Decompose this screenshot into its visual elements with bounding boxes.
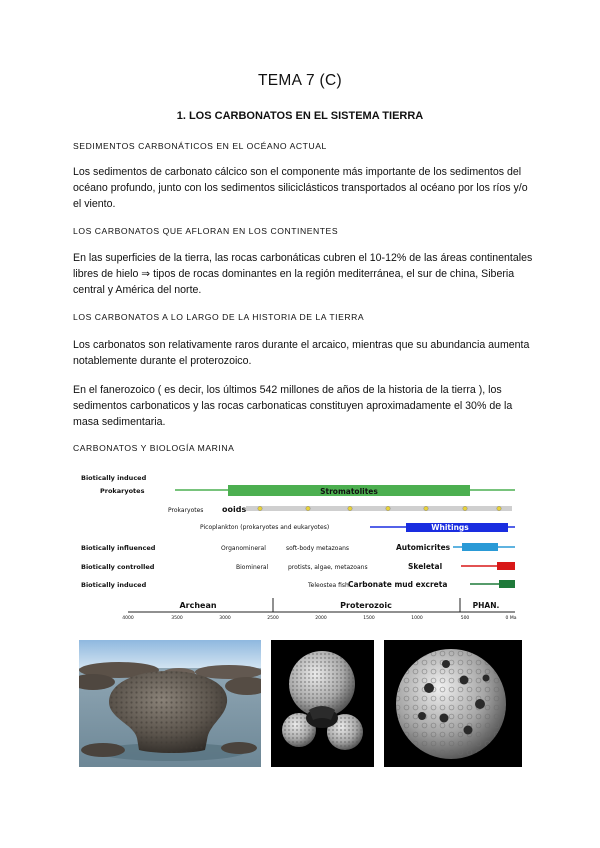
foraminifera-sem-photo	[271, 640, 374, 767]
ooids-bar	[246, 506, 512, 511]
ooid-marker	[424, 506, 428, 510]
paragraph-historia-1: Los carbonatos son relativamente raros durante el arcaico, mientras que su abundancia aumenta notablemente durante el proterozoico.	[73, 339, 530, 367]
section-title-biologia: CARBONATOS Y BIOLOGÍA MARINA	[73, 443, 235, 453]
row-label-biotically-induced-1: Biotically induced	[81, 474, 147, 482]
stromatolites-label: Stromatolites	[320, 487, 378, 496]
teleostea-label: Teleostea fish	[308, 582, 349, 589]
coccolith-sem-photo	[384, 640, 522, 767]
carbonate-mud-label: Carbonate mud excreta	[348, 580, 448, 589]
protists-label: protists, algae, metazoans	[288, 564, 368, 571]
ooid-marker	[497, 506, 501, 510]
soft-body-label: soft-body metazoans	[286, 545, 350, 552]
automicrites-label: Automicrites	[396, 543, 451, 552]
tick-label: 2500	[267, 616, 279, 621]
ooid-marker	[463, 506, 467, 510]
carbonate-timeline-figure	[78, 466, 523, 628]
tick-label: 3500	[171, 616, 183, 621]
section-title-continentes: LOS CARBONATOS QUE AFLORAN EN LOS CONTINENTES	[73, 226, 339, 236]
ooids-group-label: Prokaryotes	[168, 507, 204, 514]
row-label-biotically-induced-2: Biotically induced	[81, 581, 147, 589]
tick-label: 3000	[219, 616, 231, 621]
ooid-marker	[386, 506, 390, 510]
section-title-historia: LOS CARBONATOS A LO LARGO DE LA HISTORIA DE LA TIERRA	[73, 312, 365, 322]
paragraph-historia-2: En el fanerozoico ( es decir, los últimos 542 millones de años de la historia de la tierra ), los sedimentos carbonaticos y las rocas carbonaticas constituyen aproximadamente el 30% de la masa sedimentaria.	[73, 384, 513, 428]
eon-label-archean: Archean	[179, 601, 217, 610]
tick-label: 0 Ma	[505, 616, 517, 621]
tick-label: 1000	[411, 616, 423, 621]
stromatolite-image	[79, 640, 261, 767]
row-label-prokaryotes: Prokaryotes	[100, 487, 145, 495]
foraminifera-image	[271, 640, 374, 767]
ooid-marker	[306, 506, 310, 510]
biomineral-label: Biomineral	[236, 564, 269, 571]
picoplankton-label: Picoplankton (prokaryotes and eukaryotes)	[200, 524, 330, 531]
stromatolite-photo	[79, 640, 261, 767]
tick-label: 500	[460, 616, 470, 621]
organomineral-label: Organomineral	[221, 545, 266, 552]
paragraph-continentes: En las superficies de la tierra, las rocas carbonáticas cubren el 10-12% de las áreas continentales libres de hielo ⇒ tipos de rocas dominantes en la región mediterránea, el sur de china, Siberia central y América del norte.	[73, 252, 533, 296]
coccolith-image	[384, 640, 522, 767]
automicrites-bar	[462, 543, 498, 551]
row-label-biotically-influenced: Biotically influenced	[81, 544, 156, 552]
paragraph-oceano: Los sedimentos de carbonato cálcico son el componente más importante de los sedimentos del océano profundo, junto con los sedimentos siliciclásticos transportados al océano por los ríos y/o el viento.	[73, 166, 528, 210]
ooids-label: ooids	[222, 505, 247, 514]
tick-label: 2000	[315, 616, 327, 621]
ooid-marker	[348, 506, 352, 510]
whitings-label: Whitings	[431, 523, 469, 532]
main-heading: 1. LOS CARBONATOS EN EL SISTEMA TIERRA	[176, 110, 424, 122]
tick-label: 1500	[363, 616, 375, 621]
skeletal-bar	[497, 562, 515, 570]
eon-label-phanerozoic: PHAN.	[472, 601, 500, 610]
section-title-oceano: SEDIMENTOS CARBONÁTICOS EN EL OCÉANO ACTUAL	[73, 141, 327, 151]
carbonate-mud-bar	[499, 580, 515, 588]
page-title: TEMA 7 (C)	[258, 72, 342, 89]
tick-label: 4000	[122, 616, 134, 621]
skeletal-label: Skeletal	[408, 562, 443, 571]
row-label-biotically-controlled: Biotically controlled	[81, 563, 155, 571]
eon-label-proterozoic: Proterozoic	[340, 601, 392, 610]
ooid-marker	[258, 506, 262, 510]
